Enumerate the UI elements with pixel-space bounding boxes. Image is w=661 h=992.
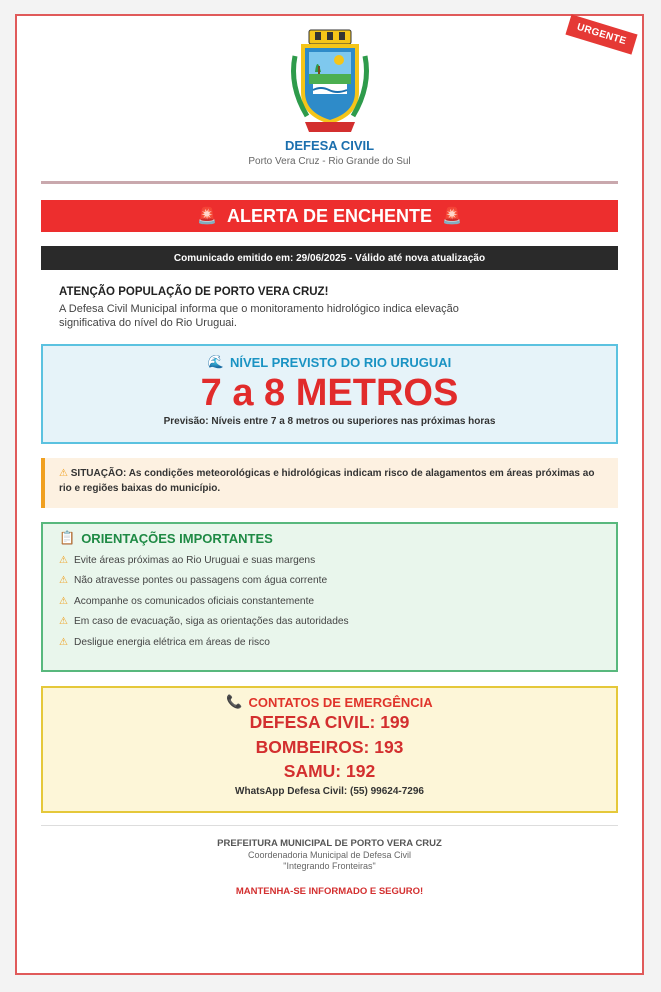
orientations-heading-text: ORIENTAÇÕES IMPORTANTES — [81, 530, 273, 546]
intro-section — [59, 286, 600, 330]
river-level-heading-text: NÍVEL PREVISTO DO RIO URUGUAI — [229, 354, 452, 370]
wave-icon: 🌊 — [207, 354, 224, 369]
location-subtitle: Porto Vera Cruz - Rio Grande do Sul — [248, 156, 411, 167]
river-level-value: 7 a 8 METROS — [200, 372, 459, 414]
org-name: DEFESA CIVIL — [284, 138, 375, 153]
situation-text: SITUAÇÃO: As condições meteorológicas e hidrológicas indicam risco de alagamentos em áreas próximas ao rio e regiões baixas do município. — [59, 468, 595, 494]
orientations-box — [41, 522, 618, 672]
warning-icon: ⚠ — [59, 575, 68, 587]
footer-divider — [41, 825, 618, 826]
siren-icon: 🚨 — [197, 208, 217, 225]
warning-icon: ⚠ — [59, 616, 68, 628]
list-item-text: Não atravesse pontes ou passagens com água corrente — [73, 575, 328, 587]
intro-title: ATENÇÃO POPULAÇÃO DE PORTO VERA CRUZ! — [59, 286, 329, 298]
list-item-text: Evite áreas próximas ao Rio Uruguai e suas margens — [73, 554, 316, 566]
warning-icon: ⚠ — [59, 636, 68, 648]
list-item-text: Acompanhe os comunicados oficiais constantemente — [73, 595, 315, 607]
list-item — [59, 632, 600, 653]
list-item-text: Desligue energia elétrica em áreas de risco — [73, 636, 270, 648]
list-item-text: Em caso de evacuação, siga as orientações das autoridades — [73, 616, 349, 628]
issued-date-bar: Comunicado emitido em: 29/06/2025 - Válido até nova atualização — [41, 246, 618, 270]
alert-page — [15, 14, 644, 975]
river-level-heading — [43, 354, 616, 370]
siren-icon: 🚨 — [442, 208, 462, 225]
warning-icon: ⚠ — [59, 468, 68, 479]
footer-motto: "Integrando Fronteiras" — [283, 861, 376, 871]
footer-cta: MANTENHA-SE INFORMADO E SEGURO! — [235, 886, 424, 897]
emergency-contacts-box — [41, 686, 618, 813]
intro-text: A Defesa Civil Municipal informa que o monitoramento hidrológico indica elevação significativa do nível do Rio Uruguai. — [59, 303, 459, 329]
warning-icon: ⚠ — [59, 595, 68, 607]
list-item — [59, 571, 600, 592]
footer-org: PREFEITURA MUNICIPAL DE PORTO VERA CRUZ — [217, 838, 442, 849]
footer-dept: Coordenadoria Municipal de Defesa Civil — [247, 850, 412, 860]
contact-defesa-civil[interactable]: DEFESA CIVIL: 199 — [249, 712, 410, 732]
contacts-heading — [43, 694, 616, 710]
list-item — [59, 591, 600, 612]
contact-bombeiros[interactable]: BOMBEIROS: 193 — [255, 736, 404, 757]
list-item — [59, 550, 600, 571]
contact-samu[interactable]: SAMU: 192 — [283, 761, 376, 781]
river-level-box — [41, 344, 618, 444]
situation-box — [41, 458, 618, 508]
river-level-note: Previsão: Níveis entre 7 a 8 metros ou superiores nas próximas horas — [163, 416, 496, 427]
urgent-badge: URGENTE — [565, 14, 637, 54]
alert-title: ALERTA DE ENCHENTE — [226, 205, 432, 226]
orientations-heading — [59, 530, 600, 546]
contacts-heading-text: CONTATOS DE EMERGÊNCIA — [248, 694, 433, 710]
header-divider — [41, 181, 618, 184]
phone-icon: 📞 — [226, 694, 243, 709]
list-item — [59, 612, 600, 633]
header — [17, 16, 642, 167]
clipboard-icon: 📋 — [59, 530, 76, 545]
footer — [17, 838, 642, 897]
whatsapp-contact[interactable]: WhatsApp Defesa Civil: (55) 99624-7296 — [235, 785, 424, 797]
warning-icon: ⚠ — [59, 554, 68, 566]
alert-banner — [41, 200, 618, 232]
municipal-crest-logo — [285, 26, 375, 136]
orientations-list — [59, 550, 600, 653]
